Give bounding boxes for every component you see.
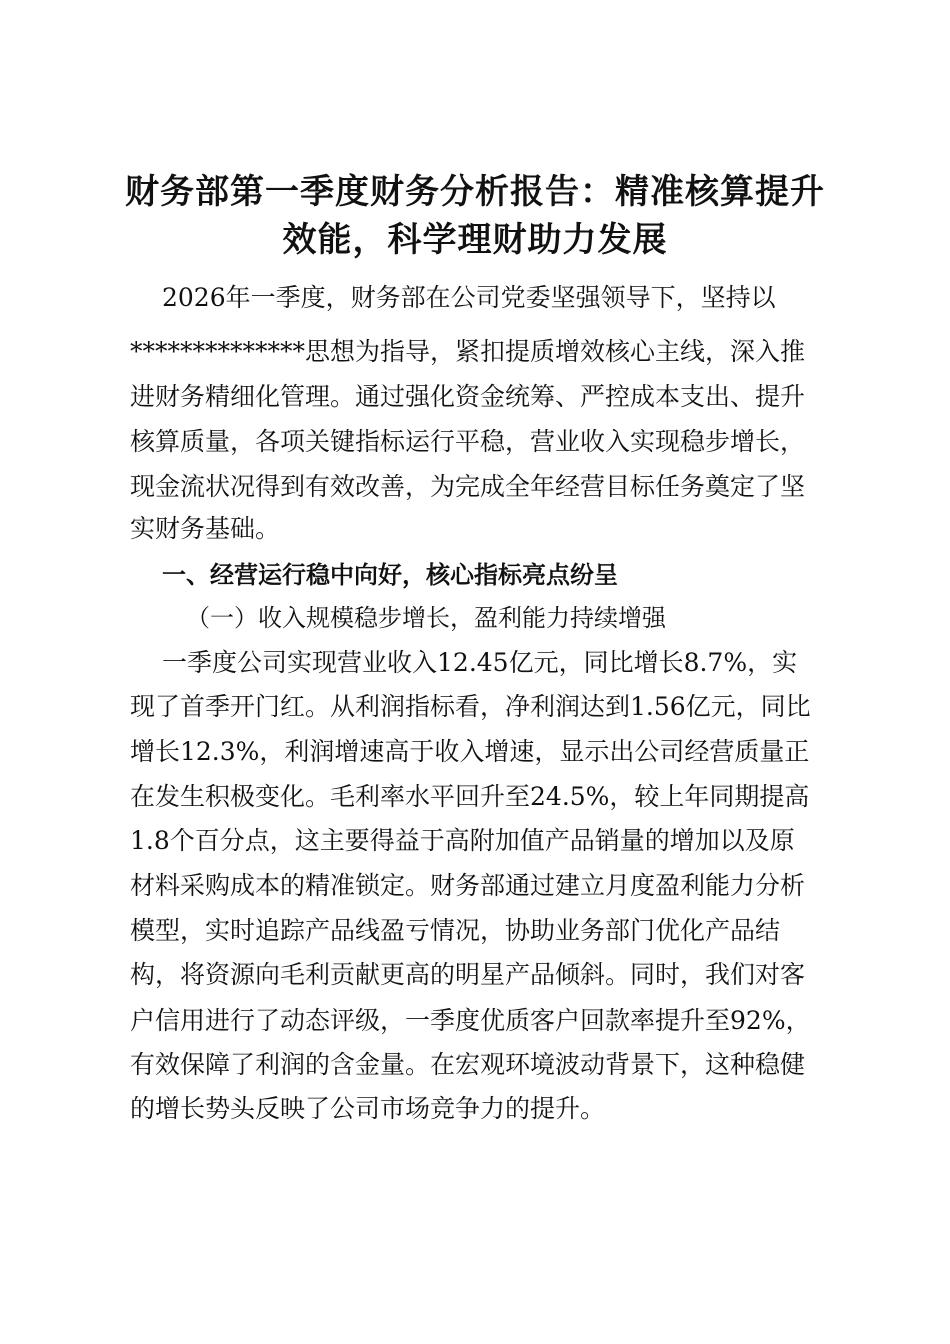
document-title-line-2: 效能，科学理财助力发展 xyxy=(282,220,668,260)
section-heading: 一、经营运行稳中向好，核心指标亮点纷呈 xyxy=(162,561,618,589)
body-line: 模型，实时追踪产品线盈亏情况，协助业务部门优化产品结 xyxy=(130,916,781,945)
intro-line: 2026年一季度，财务部在公司党委坚强领导下，坚持以 xyxy=(162,283,776,312)
intro-line: 进财务精细化管理。通过强化资金统筹、严控成本支出、提升 xyxy=(130,382,806,411)
intro-line: 现金流状况得到有效改善，为完成全年经营目标任务奠定了坚 xyxy=(130,472,806,501)
body-line: 构，将资源向毛利贡献更高的明星产品倾斜。同时，我们对客 xyxy=(130,960,806,989)
intro-line: **************思想为指导，紧扣提质增效核心主线，深入推 xyxy=(130,337,806,366)
body-line: 有效保障了利润的含金量。在宏观环境波动背景下，这种稳健 xyxy=(130,1050,806,1079)
body-line: 1.8个百分点，这主要得益于高附加值产品销量的增加以及原 xyxy=(130,826,795,855)
body-line: 材料采购成本的精准锁定。财务部通过建立月度盈利能力分析 xyxy=(130,871,806,900)
subsection-heading: （一）收入规模稳步增长，盈利能力持续增强 xyxy=(186,604,666,632)
intro-line: 核算质量，各项关键指标运行平稳，营业收入实现稳步增长， xyxy=(130,427,806,456)
body-line: 的增长势头反映了公司市场竞争力的提升。 xyxy=(130,1094,606,1123)
intro-line: 实财务基础。 xyxy=(130,514,281,543)
body-line: 在发生积极变化。毛利率水平回升至24.5%，较上年同期提高 xyxy=(130,782,810,811)
body-line: 现了首季开门红。从利润指标看，净利润达到1.56亿元，同比 xyxy=(130,692,811,721)
document-title-line-1: 财务部第一季度财务分析报告：精准核算提升 xyxy=(125,172,825,212)
body-line: 增长12.3%，利润增速高于收入增速，显示出公司经营质量正 xyxy=(130,737,810,766)
body-line: 户信用进行了动态评级，一季度优质客户回款率提升至92%， xyxy=(130,1006,811,1035)
body-line: 一季度公司实现营业收入12.45亿元，同比增长8.7%，实 xyxy=(162,648,798,677)
